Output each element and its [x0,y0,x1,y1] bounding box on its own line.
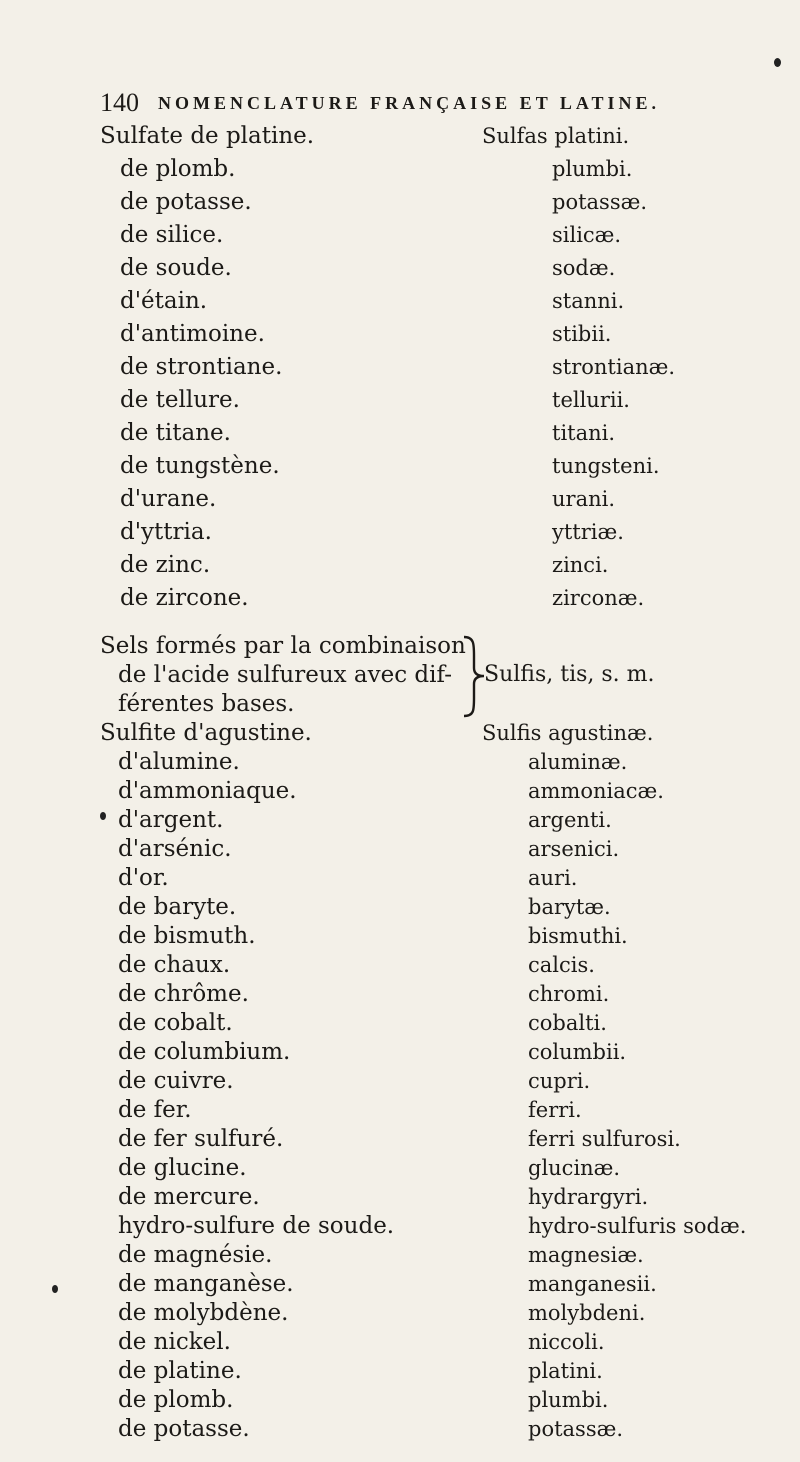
latin-term: chromi. [528,982,610,1006]
french-term: d'urane. [120,486,217,512]
french-term: Sulfite d'agustine. [100,720,312,746]
latin-term: zirconæ. [552,586,645,610]
french-term: de cobalt. [118,1010,233,1036]
latin-term: sodæ. [552,256,616,280]
ink-speck [100,812,106,820]
latin-term: ammoniacæ. [528,779,664,803]
latin-term: cobalti. [528,1011,607,1035]
french-term: de columbium. [118,1039,291,1065]
french-term: de zinc. [120,552,211,578]
french-term: de plomb. [120,156,236,182]
latin-term: titani. [552,421,616,445]
group-heading-line: Sels formés par la combinaison [100,633,466,659]
french-term: de mercure. [118,1184,260,1210]
french-term: de titane. [120,420,231,446]
french-term: d'antimoine. [120,321,265,347]
page-header [100,88,790,118]
french-term: d'alumine. [118,749,240,775]
latin-term: ferri sulfurosi. [528,1127,681,1151]
latin-term: barytæ. [528,895,611,919]
french-term: de nickel. [118,1329,231,1355]
latin-term: silicæ. [552,223,622,247]
latin-term: stanni. [552,289,625,313]
latin-term: glucinæ. [528,1156,621,1180]
french-term: d'arsénic. [118,836,232,862]
french-term: de silice. [120,222,224,248]
french-term: de platine. [118,1358,242,1384]
group-heading-line: férentes bases. [118,691,295,717]
french-term: de manganèse. [118,1271,294,1297]
french-term: d'or. [118,865,169,891]
french-term: de cuivre. [118,1068,234,1094]
french-term: de zircone. [120,585,249,611]
latin-term: magnesiæ. [528,1243,644,1267]
latin-term: cupri. [528,1069,591,1093]
french-term: de potasse. [118,1416,250,1442]
french-term: de glucine. [118,1155,247,1181]
latin-term: columbii. [528,1040,627,1064]
french-term: de bismuth. [118,923,256,949]
ink-speck [774,58,781,67]
latin-term: aluminæ. [528,750,628,774]
latin-term: niccoli. [528,1330,605,1354]
latin-term: ferri. [528,1098,582,1122]
french-term: de tungstène. [120,453,280,479]
french-term: de potasse. [120,189,252,215]
french-term: de strontiane. [120,354,283,380]
latin-term: stibii. [552,322,612,346]
latin-term: platini. [528,1359,603,1383]
french-term: de plomb. [118,1387,234,1413]
latin-term: hydro-sulfuris sodæ. [528,1214,747,1238]
french-term: de magnésie. [118,1242,273,1268]
latin-term: tellurii. [552,388,630,412]
group-heading-line: de l'acide sulfureux avec dif- [118,662,452,688]
ink-speck [52,1285,58,1293]
latin-term: Sulfas platini. [482,124,630,148]
page-number: 140 [100,88,139,117]
french-term: de molybdène. [118,1300,289,1326]
latin-term: plumbi. [552,157,633,181]
latin-term: manganesii. [528,1272,657,1296]
latin-term: strontianæ. [552,355,676,379]
group-latin: Sulfis, tis, s. m. [484,662,655,687]
latin-term: arsenici. [528,837,620,861]
french-term: de soude. [120,255,232,281]
latin-term: plumbi. [528,1388,609,1412]
french-term: d'étain. [120,288,208,314]
french-term: d'argent. [118,807,224,833]
french-term: d'yttria. [120,519,212,545]
french-term: de fer. [118,1097,192,1123]
french-term: hydro-sulfure de soude. [118,1213,395,1239]
latin-term: tungsteni. [552,454,660,478]
french-term: de chrôme. [118,981,249,1007]
french-term: de baryte. [118,894,237,920]
latin-term: argenti. [528,808,612,832]
latin-term: urani. [552,487,615,511]
french-term: de fer sulfuré. [118,1126,284,1152]
latin-term: calcis. [528,953,595,977]
latin-term: yttriæ. [552,520,624,544]
latin-term: hydrargyri. [528,1185,649,1209]
latin-term: Sulfis agustinæ. [482,721,654,745]
latin-term: molybdeni. [528,1301,646,1325]
running-title: NOMENCLATURE FRANÇAISE ET LATINE. [158,93,661,113]
french-term: de tellure. [120,387,240,413]
french-term: Sulfate de platine. [100,123,315,149]
latin-term: potassæ. [528,1417,624,1441]
latin-term: potassæ. [552,190,648,214]
latin-term: zinci. [552,553,609,577]
french-term: de chaux. [118,952,231,978]
latin-term: bismuthi. [528,924,628,948]
french-term: d'ammoniaque. [118,778,297,804]
latin-term: auri. [528,866,578,890]
